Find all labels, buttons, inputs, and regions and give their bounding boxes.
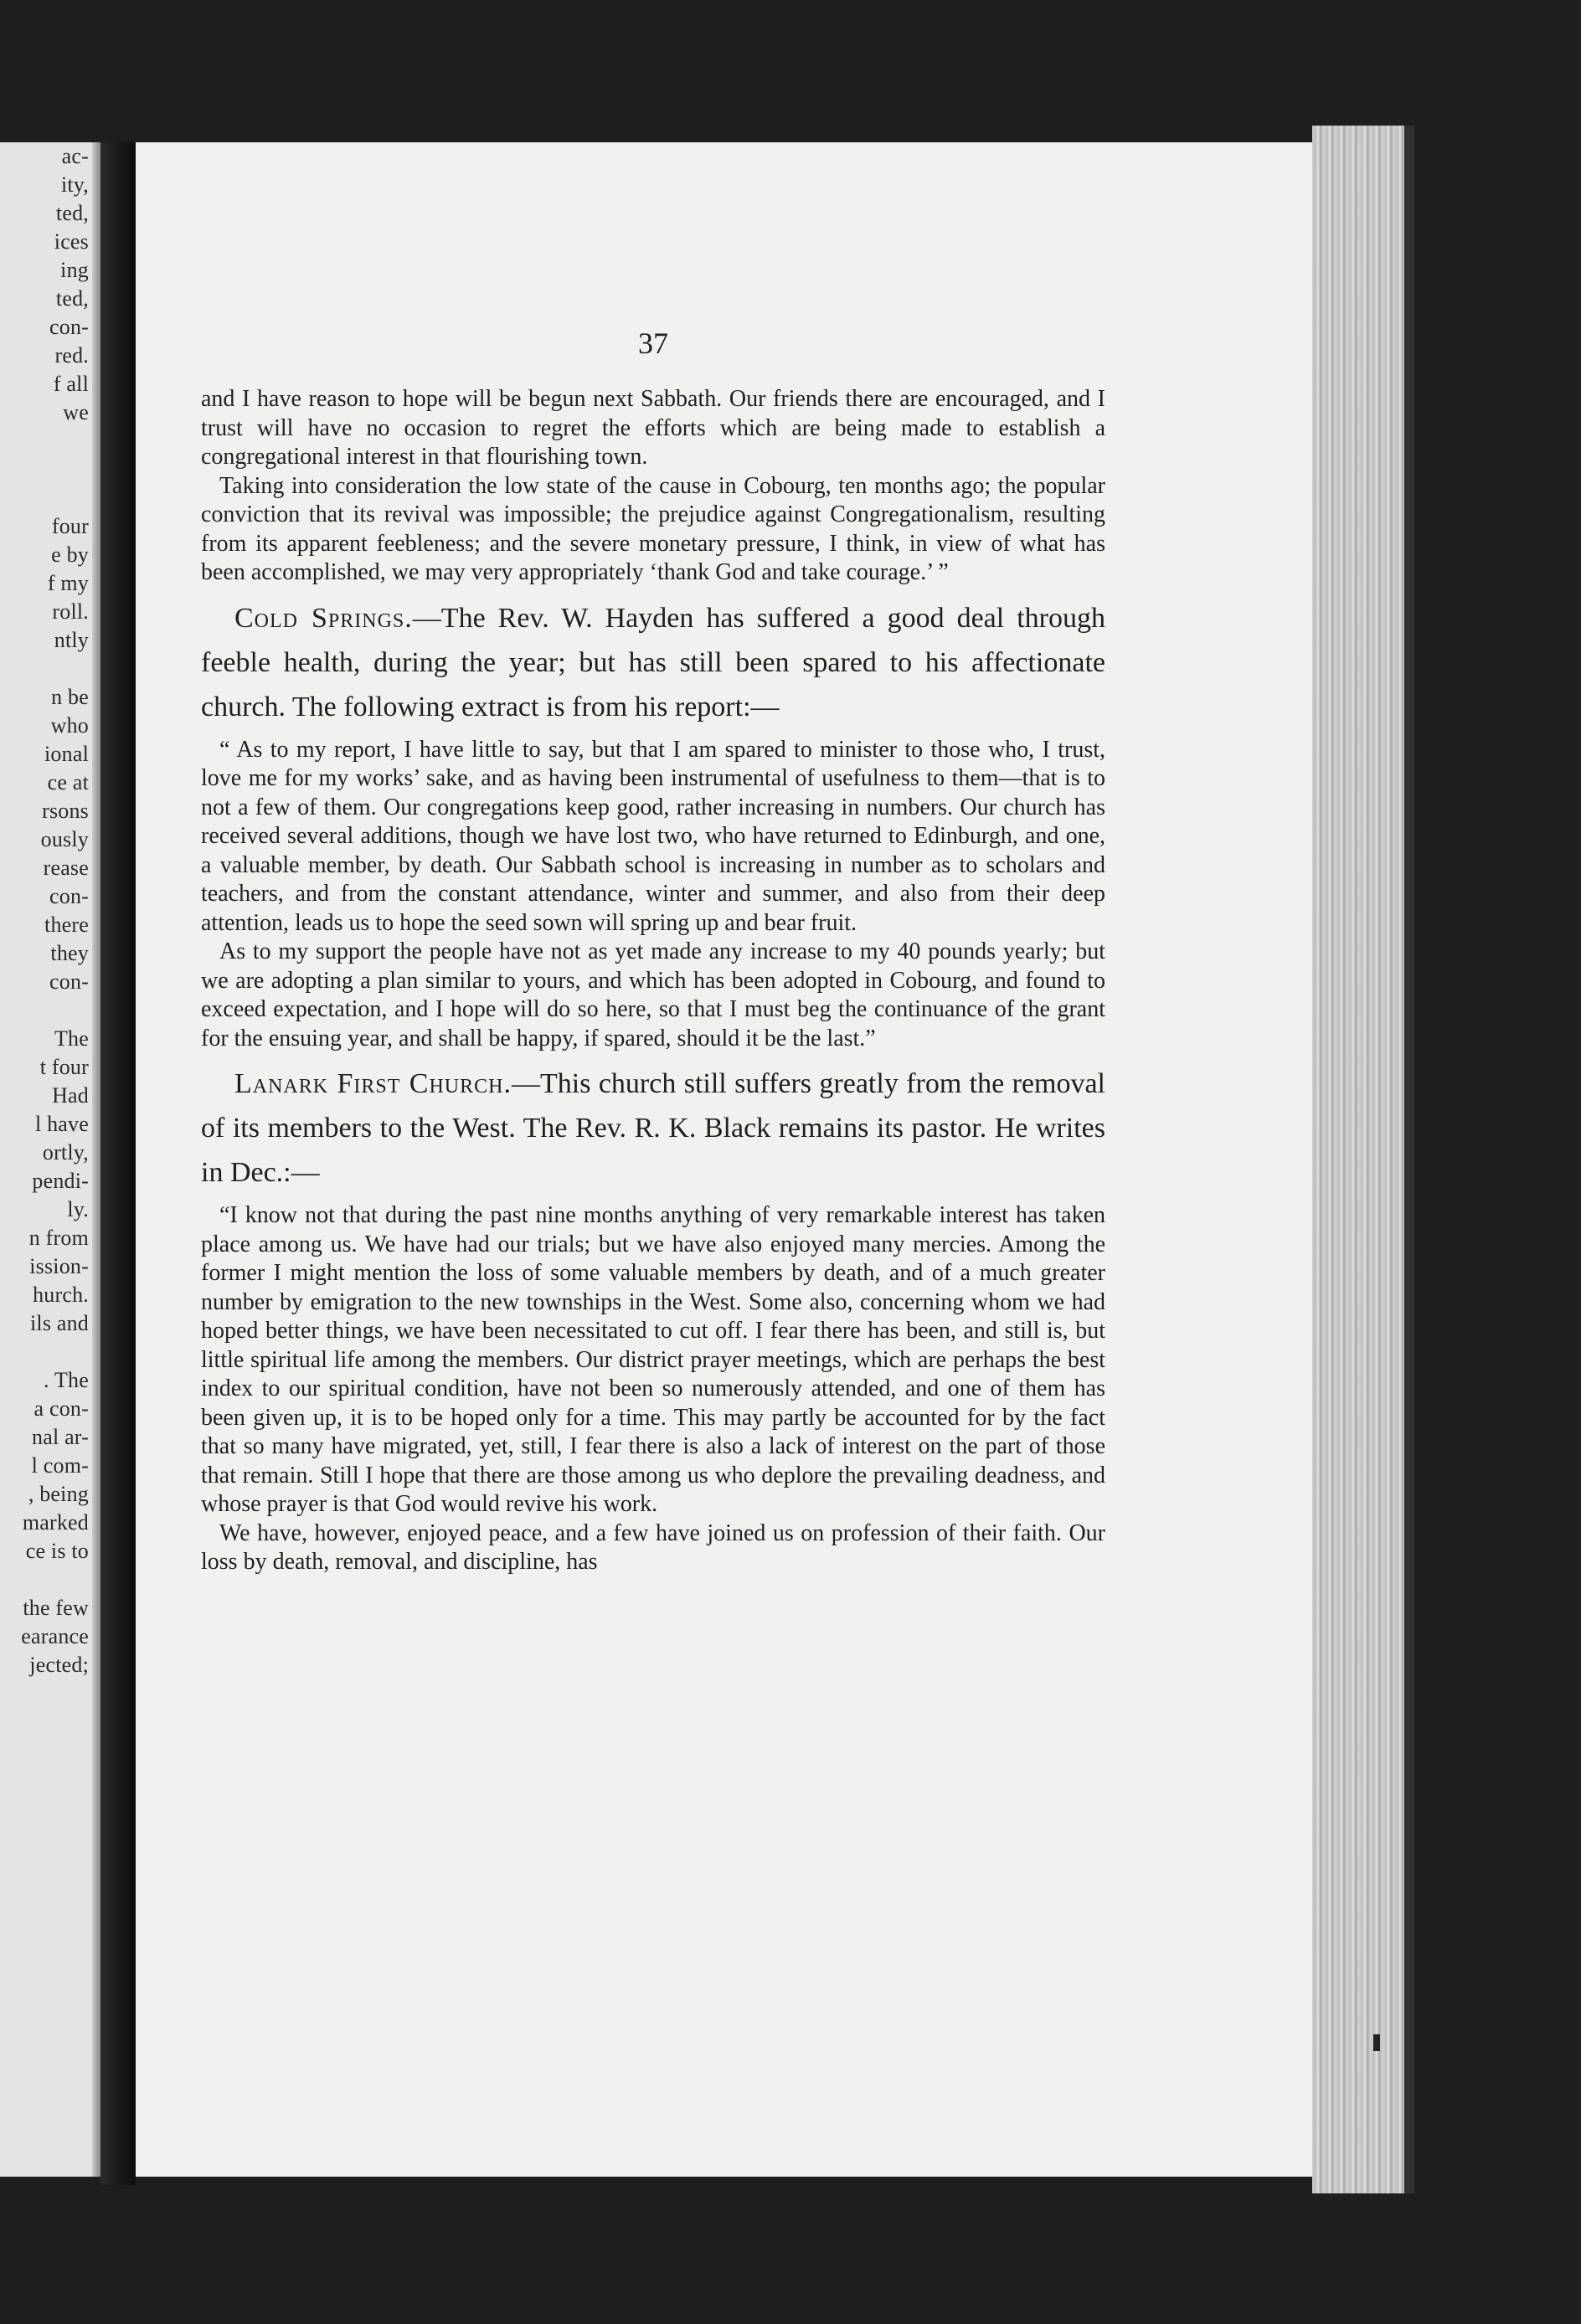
left-page-fragment: con- xyxy=(49,315,89,339)
quote-black-letter-continued: We have, however, enjoyed peace, and a few have joined us on profession of their faith. Our loss by death, removal, and discipline, has xyxy=(201,1519,1105,1575)
left-page-fragment: there xyxy=(44,913,89,937)
left-page-fragment: l com- xyxy=(31,1453,89,1478)
left-page-fragment: , being xyxy=(28,1482,89,1506)
paragraph-cobourg-continued: and I have reason to hope will be begun next Sabbath. Our friends there are encouraged, and I trust will have no occasion to regret the efforts which are being made to establish a congregational interest in that flourishing town. xyxy=(201,386,1105,470)
left-page-fragment: ortly, xyxy=(42,1140,89,1165)
left-page-fragment: f my xyxy=(47,571,89,595)
left-page-fragment: ce at xyxy=(47,770,89,794)
quote-hayden-support: As to my support the people have not as yet made any increase to my 40 pounds yearly; but we are adopting a plan similar to yours, and which has been adopted in Cobourg, and found to exceed expectation, and I hope will do so here, so that I must beg the continuance of the grant for the ensuing year, and shall be happy, if spared, should it be the last.” xyxy=(201,938,1105,1051)
left-page-fragment: who xyxy=(50,713,89,738)
left-page-fragment: ac- xyxy=(61,144,89,168)
left-page-fragment: ted, xyxy=(55,201,89,225)
quote-black-letter: “I know not that during the past nine months anything of very remarkable interest has taken place among us. We have had our trials; but we have also enjoyed many mercies. Among the former I might mention the loss of some valuable members by death, and of a much greater number by emigration to the new townships in the West. Some also, concerning whom we had hoped better things, we have been necessitated to cut off. I fear there has been, and still is, but little spiritual life among the members. Our district prayer meetings, which are perhaps the best index to our spiritual condition, have not been so numerously attended, and one of them has been given up, it is to be hoped only for a time. This may partly be accounted for by the fact that so many have migrated, yet, still, I fear there is also a lack of interest on the part of those that remain. Still I hope that there are those among us who deplore the prevailing deadness, and whose prayer is that God would revive his work. xyxy=(201,1202,1105,1517)
left-page-fragment: ional xyxy=(44,742,89,766)
left-page-fragment: rease xyxy=(43,856,89,880)
left-page-fragment xyxy=(0,655,89,683)
left-page-fragment: ted, xyxy=(55,286,89,311)
left-page-fragment: n from xyxy=(28,1226,89,1250)
section-heading-lanark: Lanark First Church. xyxy=(234,1068,512,1099)
left-page-fragment: marked xyxy=(22,1510,89,1535)
left-page-fragment: hurch. xyxy=(33,1283,89,1307)
left-page-fragment: . The xyxy=(44,1368,89,1392)
left-page-fragment: a con- xyxy=(33,1396,89,1421)
section-text-lanark: —This church still suffers greatly from the removal of its members to the West. The Rev. R. K. Black remains its pastor. He writes in Dec.:— xyxy=(201,1068,1106,1188)
left-page-fragment xyxy=(0,1566,89,1594)
paragraph-cobourg-summary: Taking into consideration the low state of the cause in Cobourg, ten months ago; the popular conviction that its revival was impossible; the prejudice against Congregationalism, resulting from its apparent feebleness; and the severe monetary pressure, I think, in view of what has been accomplished, we may very appropriately ‘thank God and take courage.’ ” xyxy=(201,472,1105,585)
section-lanark-first-church xyxy=(201,1062,1105,1195)
left-page-fragment xyxy=(0,484,89,512)
left-page-fragment: ils and xyxy=(29,1311,89,1335)
left-page-fragment: con- xyxy=(49,969,89,994)
section-cold-springs xyxy=(201,596,1105,729)
left-page-fragment: The xyxy=(54,1026,89,1051)
left-page-fragment xyxy=(0,996,89,1025)
section-heading-cold-springs: Cold Springs. xyxy=(234,602,413,634)
left-page-fragment: the few xyxy=(23,1596,89,1620)
left-page-fragment: earance xyxy=(21,1624,89,1648)
left-page-fragment: ing xyxy=(60,258,89,282)
left-page-fragment: ously xyxy=(40,827,89,851)
left-page-fragment xyxy=(0,427,89,455)
left-page-gutter xyxy=(92,142,100,2177)
left-page-fragment: n be xyxy=(51,685,89,709)
left-page-fragment: we xyxy=(63,400,89,424)
left-page-fragment: nal ar- xyxy=(32,1425,89,1449)
left-page-fragment: ce is to xyxy=(25,1539,89,1563)
left-page-fragment: ntly xyxy=(54,628,89,652)
left-page-fragment: ity, xyxy=(60,172,89,197)
left-page-text-fragments xyxy=(0,142,89,1679)
left-page-fragment: ission- xyxy=(29,1254,89,1278)
left-page-fragment: jected; xyxy=(29,1653,89,1677)
left-page-fragment: red. xyxy=(54,343,89,368)
left-page-fragment: four xyxy=(51,514,89,538)
left-page-fragment: ices xyxy=(54,229,89,254)
page-number: 37 xyxy=(638,326,668,360)
left-page-fragment: pendi- xyxy=(32,1169,89,1193)
left-page-fragment: l have xyxy=(34,1112,89,1136)
left-page-fragment: t four xyxy=(39,1055,89,1079)
book-spine xyxy=(100,142,136,2185)
quote-hayden-report: “ As to my report, I have little to say, but that I am spared to minister to those who, I trust, love me for my works’ sake, and as having been instrumental of usefulness to them—that is to not a few of them. Our congregations keep good, rather increasing in numbers. Our church has received several additions, though we have lost two, who have returned to Edinburgh, and one, a valuable member, by death. Our Sabbath school is increasing in number as to scholars and teachers, and from the constant attendance, winter and summer, and also from their deep attention, leads us to hope the seed sown will spring up and bear fruit. xyxy=(201,736,1105,936)
left-page xyxy=(0,142,100,2177)
page-content xyxy=(201,326,1105,1577)
left-page-fragment xyxy=(0,455,89,484)
section-text-cold-springs: —The Rev. W. Hayden has suffered a good deal through feeble health, during the year; but has still been spared to his affectionate church. The following extract is from his report:— xyxy=(201,602,1105,722)
left-page-fragment: e by xyxy=(51,542,89,567)
left-page-fragment: con- xyxy=(49,884,89,908)
left-page-fragment: they xyxy=(50,941,89,965)
left-page-fragment xyxy=(0,1338,89,1366)
left-page-fragment: rsons xyxy=(42,799,89,823)
left-page-fragment: roll. xyxy=(52,599,89,624)
left-page-fragment: ly. xyxy=(67,1197,89,1221)
page-mark xyxy=(1373,2034,1380,2051)
left-page-fragment: Had xyxy=(52,1083,89,1108)
page-edges xyxy=(1312,126,1404,2193)
left-page-fragment: f all xyxy=(53,372,89,396)
